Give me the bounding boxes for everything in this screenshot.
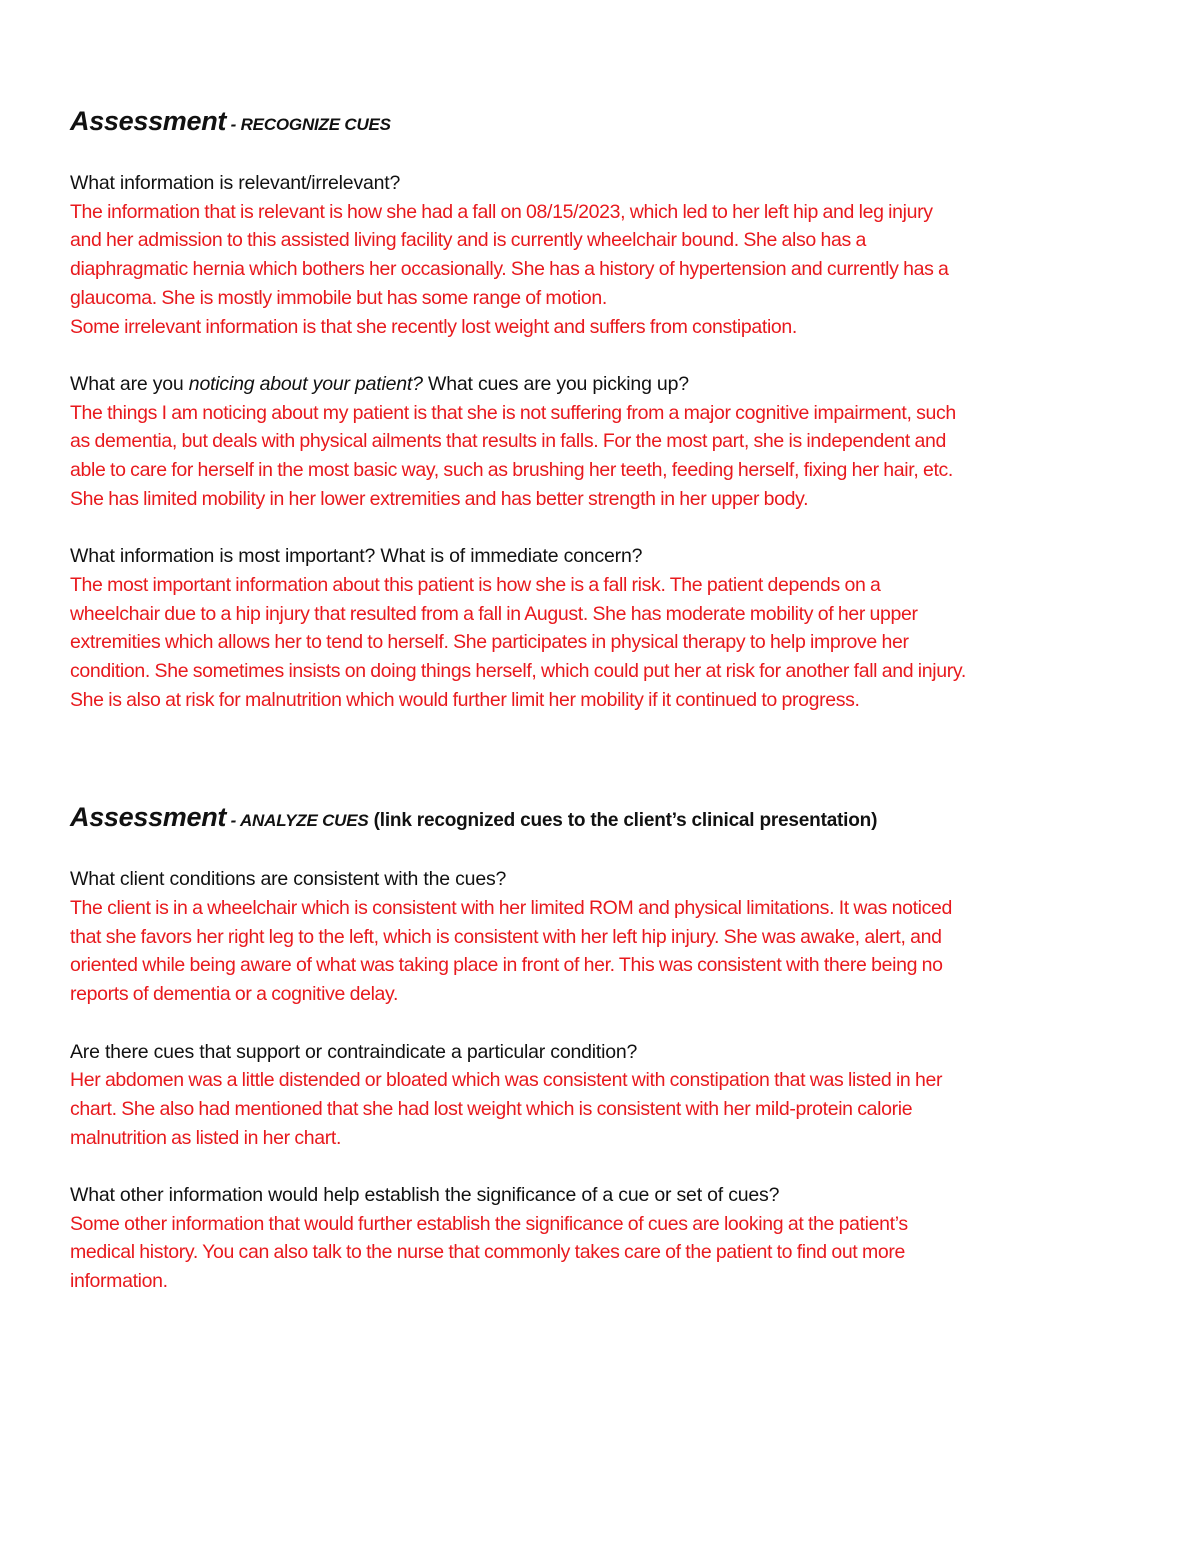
answer-line: Some other information that would further establish the significance of cues are looking at the patient’s (70, 1212, 908, 1235)
answer-line: wheelchair due to a hip injury that resulted from a fall in August. She has moderate mobility of her upper (70, 602, 918, 625)
answer-line: able to care for herself in the most basic way, such as brushing her teeth, feeding herself, fixing her hair, etc. (70, 459, 953, 482)
section-recognize-cues (70, 104, 1140, 714)
answer-line: condition. She sometimes insists on doing things herself, which could put her at risk for another fall and injury. (70, 659, 966, 682)
answer-other-information (70, 1210, 1140, 1296)
answer-line: information. (70, 1270, 168, 1293)
answer-line: The information that is relevant is how she had a fall on 08/15/2023, which led to her left hip and leg injury (70, 200, 933, 223)
heading-subtitle: - ANALYZE CUES (226, 811, 369, 831)
answer-line: that she favors her right leg to the left, which is consistent with her left hip injury. She was awake, alert, and (70, 925, 942, 948)
heading-title: Assessment (70, 106, 227, 136)
section-heading (70, 800, 1140, 834)
answer-line: The client is in a wheelchair which is consistent with her limited ROM and physical limitations. It was noticed (70, 897, 953, 920)
answer-line: Her abdomen was a little distended or bloated which was consistent with constipation that was listed in her (70, 1069, 943, 1092)
document-page (70, 104, 1140, 1296)
answer-relevant-irrelevant (70, 198, 1140, 342)
question-client-conditions: What client conditions are consistent with the cues? (70, 868, 507, 891)
heading-subtitle: - RECOGNIZE CUES (226, 115, 391, 134)
question-part: What are you (70, 372, 189, 395)
question-relevant-irrelevant: What information is relevant/irrelevant? (70, 172, 401, 194)
answer-line: The things I am noticing about my patient is that she is not suffering from a major cognitive impairment, such (70, 401, 956, 424)
answer-line: and her admission to this assisted living facility and is currently wheelchair bound. She also has a (70, 229, 866, 252)
answer-line: glaucoma. She is mostly immobile but has some range of motion. (70, 286, 607, 309)
section-heading (70, 104, 1140, 138)
heading-note: (link recognized cues to the client’s clinical presentation) (368, 810, 878, 832)
answer-line: medical history. You can also talk to the nurse that commonly takes care of the patient to find out more (70, 1241, 905, 1264)
answer-line: Some irrelevant information is that she recently lost weight and suffers from constipation. (70, 315, 797, 338)
answer-line: chart. She also had mentioned that she had lost weight which is consistent with her mild-protein calorie (70, 1097, 913, 1120)
answer-line: The most important information about this patient is how she is a fall risk. The patient depends on a (70, 573, 881, 596)
answer-line: She is also at risk for malnutrition which would further limit her mobility if it continued to progress. (70, 688, 860, 711)
question-part: What cues are you picking up? (422, 372, 689, 395)
question-most-important: What information is most important? What is of immediate concern? (70, 545, 643, 568)
answer-line: malnutrition as listed in her chart. (70, 1126, 342, 1149)
answer-line: oriented while being aware of what was taking place in front of her. This was consistent with there being no (70, 954, 943, 977)
answer-line: extremities which allows her to tend to herself. She participates in physical therapy to help improve her (70, 631, 909, 654)
question-part-italic: noticing about your patient? (188, 372, 423, 395)
answer-line: reports of dementia or a cognitive delay. (70, 983, 399, 1006)
answer-line: diaphragmatic hernia which bothers her occasionally. She has a history of hypertension and currently has a (70, 258, 949, 281)
question-support-contraindicate: Are there cues that support or contraindicate a particular condition? (70, 1040, 638, 1063)
answer-most-important (70, 571, 1140, 715)
question-other-information: What other information would help establish the significance of a cue or set of cues? (70, 1184, 780, 1207)
answer-line: as dementia, but deals with physical ailments that results in falls. For the most part, she is independent and (70, 430, 946, 453)
answer-line: She has limited mobility in her lower extremities and has better strength in her upper body. (70, 487, 809, 510)
answer-support-contraindicate (70, 1066, 1140, 1152)
section-analyze-cues (70, 800, 1140, 1296)
answer-noticing-patient (70, 399, 1140, 514)
answer-client-conditions (70, 894, 1140, 1009)
question-noticing-patient (70, 370, 1140, 399)
heading-title: Assessment (70, 802, 227, 833)
